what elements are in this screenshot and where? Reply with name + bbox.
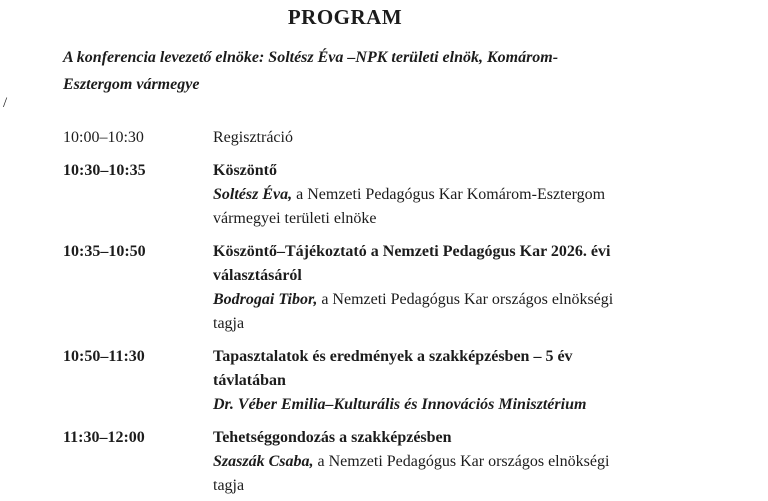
- text-segment: a Nemzeti Pedagógus Kar országos elnökségi: [313, 453, 610, 470]
- schedule-description-line: [213, 183, 768, 207]
- text-segment: választásáról: [213, 267, 302, 284]
- text-segment: Dr. Véber Emilia–Kulturális és Innovációs Minisztérium: [213, 396, 587, 413]
- schedule-description-line: [213, 450, 768, 474]
- schedule-description-line: [213, 288, 768, 312]
- conference-chair-note: [63, 44, 768, 98]
- schedule-time: 10:50–11:30: [63, 348, 145, 365]
- schedule-description: [213, 345, 768, 417]
- schedule-description-line: [213, 159, 768, 183]
- text-segment: Soltész Éva,: [213, 186, 293, 203]
- title-container: [0, 3, 690, 31]
- text-segment: Bodrogai Tibor,: [213, 291, 318, 308]
- text-segment: Köszöntő–Tájékoztató a Nemzeti Pedagógus Kar 2026. évi: [213, 243, 611, 260]
- stray-slash-mark: /: [3, 95, 8, 111]
- schedule-row: [63, 426, 768, 498]
- schedule-row: [63, 126, 768, 150]
- text-segment: a Nemzeti Pedagógus Kar Komárom-Esztergom: [292, 186, 606, 203]
- schedule-description-line: [213, 312, 768, 336]
- schedule-time: 10:35–10:50: [63, 243, 146, 260]
- text-segment: a Nemzeti Pedagógus Kar országos elnökségi: [317, 291, 614, 308]
- schedule-description-line: [213, 240, 768, 264]
- schedule-time: 10:00–10:30: [63, 129, 144, 146]
- schedule-description: [213, 426, 768, 498]
- schedule-row: [63, 240, 768, 336]
- schedule-time: 11:30–12:00: [63, 429, 145, 446]
- schedule-row: [63, 159, 768, 231]
- schedule-description-line: [213, 264, 768, 288]
- schedule-description-line: [213, 369, 768, 393]
- schedule-description: [213, 240, 768, 336]
- schedule-description-line: [213, 474, 768, 498]
- text-segment: Köszöntő: [213, 162, 277, 179]
- conference-chair-note-line-1: A konferencia levezető elnöke: Soltész Éva –NPK területi elnök, Komárom-: [63, 49, 559, 66]
- text-segment: tagja: [213, 315, 245, 332]
- text-segment: Tapasztalatok és eredmények a szakképzésben – 5 év: [213, 348, 573, 365]
- text-segment: Szaszák Csaba,: [213, 453, 314, 470]
- schedule-row: [63, 345, 768, 417]
- schedule-description-line: [213, 393, 768, 417]
- schedule-time: 10:30–10:35: [63, 162, 146, 179]
- text-segment: tagja: [213, 477, 245, 494]
- page-title: PROGRAM: [287, 5, 403, 29]
- schedule-description-line: [213, 426, 768, 450]
- text-segment: vármegyei területi elnöke: [213, 210, 377, 227]
- text-segment: távlatában: [213, 372, 286, 389]
- schedule-description-line: [213, 126, 768, 150]
- schedule-description-line: [213, 345, 768, 369]
- conference-chair-note-line-2: Esztergom vármegye: [63, 76, 200, 93]
- program-schedule: [63, 126, 768, 498]
- schedule-description: [213, 159, 768, 231]
- text-segment: Tehetséggondozás a szakképzésben: [213, 429, 452, 446]
- schedule-description: [213, 126, 768, 150]
- text-segment: Regisztráció: [213, 129, 293, 146]
- schedule-description-line: [213, 207, 768, 231]
